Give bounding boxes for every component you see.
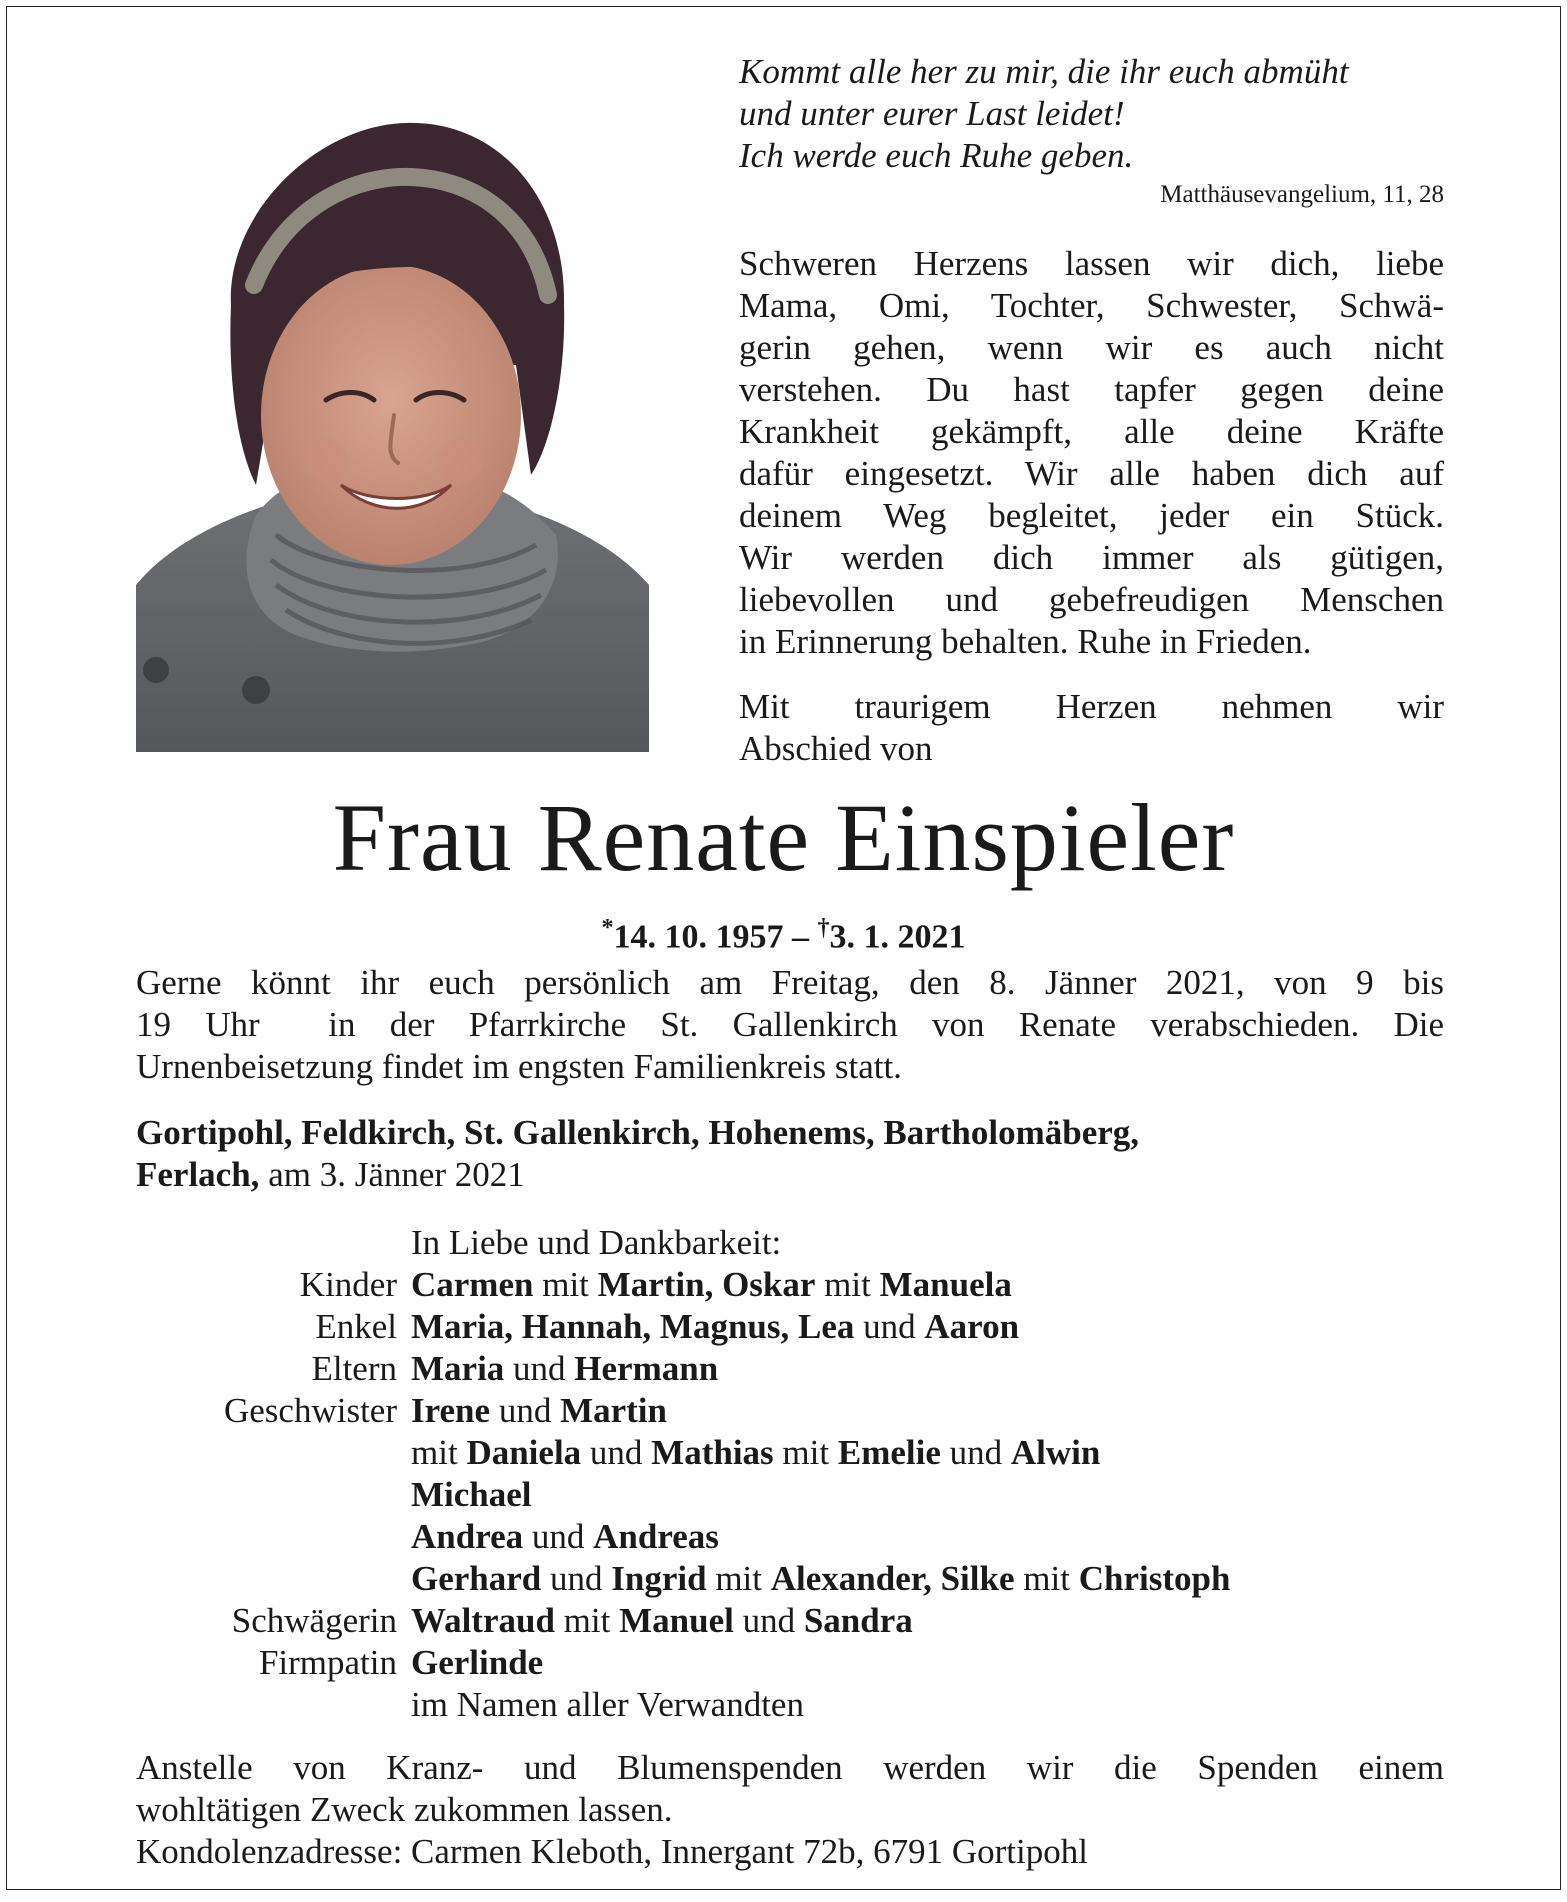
portrait-illustration: [136, 115, 649, 752]
relative-names: [411, 1516, 1444, 1558]
birth-date: 14. 10. 1957: [613, 918, 784, 956]
family-row: [136, 1684, 1444, 1726]
relative-name: Alexander, Silke: [770, 1559, 1015, 1598]
places-last: Ferlach,: [136, 1155, 260, 1194]
intro-line: Mama, Omi, Tochter, Schwester, Schwä-: [739, 286, 1444, 325]
relative-names: [411, 1474, 1444, 1516]
relative-name: Mathias: [651, 1433, 774, 1472]
connector-text: und: [523, 1517, 594, 1556]
places-list: Gortipohl, Feldkirch, St. Gallenkirch, Hohenems, Bartholomäberg,: [136, 1113, 1140, 1152]
relative-names: [411, 1558, 1444, 1600]
quote-line: Kommt alle her zu mir, die ihr euch abmüht: [739, 52, 1349, 91]
obituary-notice: [6, 6, 1561, 1890]
relative-name: Hermann: [574, 1349, 719, 1388]
intro-line: dafür eingesetzt. Wir alle haben dich auf: [739, 454, 1444, 493]
notice-line: Urnenbeisetzung findet im engsten Familienkreis statt.: [136, 1047, 902, 1086]
intro-line: deinem Weg begleitet, jeder ein Stück.: [739, 496, 1444, 535]
portrait-photo: [136, 115, 649, 752]
family-intro: In Liebe und Dankbarkeit:: [411, 1223, 782, 1262]
relation-label: [136, 1558, 411, 1600]
birth-symbol: *: [601, 915, 614, 941]
relative-names: [411, 1642, 1444, 1684]
relative-name: Ingrid: [611, 1559, 707, 1598]
relative-name: Sandra: [803, 1601, 913, 1640]
connector-text: und: [490, 1391, 561, 1430]
relative-name: Waltraud: [411, 1601, 555, 1640]
quote-line: und unter eurer Last leidet!: [739, 94, 1125, 133]
intro-text: [739, 243, 1444, 663]
relative-name: Maria, Hannah, Magnus, Lea: [411, 1307, 855, 1346]
farewell-line: Mit traurigem Herzen nehmen wir: [739, 687, 1444, 726]
relative-name: Martin: [560, 1391, 667, 1430]
connector-text: und: [504, 1349, 575, 1388]
intro-line: Schweren Herzens lassen wir dich, liebe: [739, 244, 1444, 283]
relation-label: [136, 1684, 411, 1726]
intro-line: gerin gehen, wenn wir es auch nicht: [739, 328, 1444, 367]
relative-names: [411, 1432, 1444, 1474]
closing-line: Anstelle von Kranz- und Blumenspenden werden wir die Spenden einem: [136, 1748, 1444, 1787]
relative-name: Michael: [411, 1475, 532, 1514]
relation-label: Kinder: [299, 1265, 397, 1304]
connector-text: mit: [706, 1559, 771, 1598]
relative-name: Gerlinde: [411, 1643, 544, 1682]
connector-text: mit: [411, 1433, 467, 1472]
closing-line: wohltätigen Zweck zukommen lassen.: [136, 1790, 673, 1829]
deceased-name: Frau Renate Einspieler: [332, 784, 1235, 891]
death-symbol: †: [817, 915, 830, 941]
life-dates: [7, 907, 1560, 958]
quote-source: Matthäusevangelium, 11, 28: [1160, 181, 1444, 208]
family-row: [136, 1390, 1444, 1432]
death-date: 3. 1. 2021: [829, 918, 966, 956]
notice-line: 19 Uhr in der Pfarrkirche St. Gallenkirch von Renate verabschieden. Die: [136, 1005, 1444, 1044]
relation-label: [136, 1516, 411, 1558]
family-row: [136, 1264, 1444, 1306]
condolence-address: Kondolenzadresse: Carmen Kleboth, Innergant 72b, 6791 Gortipohl: [136, 1832, 1088, 1871]
relative-names: [411, 1264, 1444, 1306]
relative-names: [411, 1684, 1444, 1726]
relation-label: Firmpatin: [258, 1643, 397, 1682]
closing-text: [136, 1747, 1444, 1873]
family-row: [136, 1474, 1444, 1516]
bible-quote: [739, 51, 1444, 177]
family-row: [136, 1348, 1444, 1390]
relation-label: Eltern: [311, 1349, 397, 1388]
relation-label: Geschwister: [223, 1391, 397, 1430]
relative-name: Manuel: [619, 1601, 734, 1640]
family-row: [136, 1642, 1444, 1684]
relative-name: Andreas: [593, 1517, 719, 1556]
relative-name: Emelie: [837, 1433, 941, 1472]
relation-label: Enkel: [315, 1307, 397, 1346]
quote-line: Ich werde euch Ruhe geben.: [739, 136, 1134, 175]
family-intro-row: [136, 1222, 1444, 1264]
family-row: [136, 1600, 1444, 1642]
relation-label: [136, 1432, 411, 1474]
relative-names: [411, 1306, 1444, 1348]
family-row: [136, 1558, 1444, 1600]
relative-name: Manuela: [879, 1265, 1012, 1304]
relation-label: [136, 1474, 411, 1516]
connector-text: und: [581, 1433, 652, 1472]
relative-name: Gerhard: [411, 1559, 542, 1598]
relative-names: [411, 1390, 1444, 1432]
connector-text: und: [733, 1601, 804, 1640]
farewell-line: Abschied von: [739, 729, 933, 768]
relation-label: Schwägerin: [231, 1601, 397, 1640]
relative-name: Carmen: [411, 1265, 534, 1304]
connector-text: und: [940, 1433, 1011, 1472]
intro-line: verstehen. Du hast tapfer gegen deine: [739, 370, 1444, 409]
connector-text: im Namen aller Verwandten: [411, 1685, 804, 1724]
relative-name: Daniela: [466, 1433, 582, 1472]
place-date: am 3. Jänner 2021: [259, 1155, 525, 1194]
intro-line: liebevollen und gebefreudigen Menschen: [739, 580, 1444, 619]
connector-text: mit: [1014, 1559, 1079, 1598]
relative-name: Alwin: [1010, 1433, 1101, 1472]
connector-text: und: [541, 1559, 612, 1598]
relative-names: [411, 1600, 1444, 1642]
relative-name: Martin, Oskar: [597, 1265, 816, 1304]
relative-name: Christoph: [1078, 1559, 1231, 1598]
family-row: [136, 1516, 1444, 1558]
intro-line: in Erinnerung behalten. Ruhe in Frieden.: [739, 622, 1312, 661]
date-separator: –: [783, 918, 818, 956]
places-and-date: [136, 1112, 1444, 1196]
intro-line: Krankheit gekämpft, alle deine Kräfte: [739, 412, 1444, 451]
relative-names: [411, 1348, 1444, 1390]
connector-text: mit: [773, 1433, 838, 1472]
relative-name: Aaron: [924, 1307, 1020, 1346]
connector-text: und: [854, 1307, 925, 1346]
relative-name: Irene: [411, 1391, 491, 1430]
connector-text: mit: [533, 1265, 598, 1304]
family-rows: [136, 1264, 1444, 1726]
relative-name: Maria: [411, 1349, 505, 1388]
farewell-notice: [136, 962, 1444, 1088]
notice-line: Gerne könnt ihr euch persönlich am Freitag, den 8. Jänner 2021, von 9 bis: [136, 963, 1444, 1002]
family-list: [136, 1222, 1444, 1726]
family-row: [136, 1306, 1444, 1348]
family-row: [136, 1432, 1444, 1474]
connector-text: mit: [815, 1265, 880, 1304]
connector-text: mit: [554, 1601, 620, 1640]
relative-name: Andrea: [411, 1517, 524, 1556]
intro-line: Wir werden dich immer als gütigen,: [739, 538, 1444, 577]
farewell-text: [739, 686, 1444, 770]
